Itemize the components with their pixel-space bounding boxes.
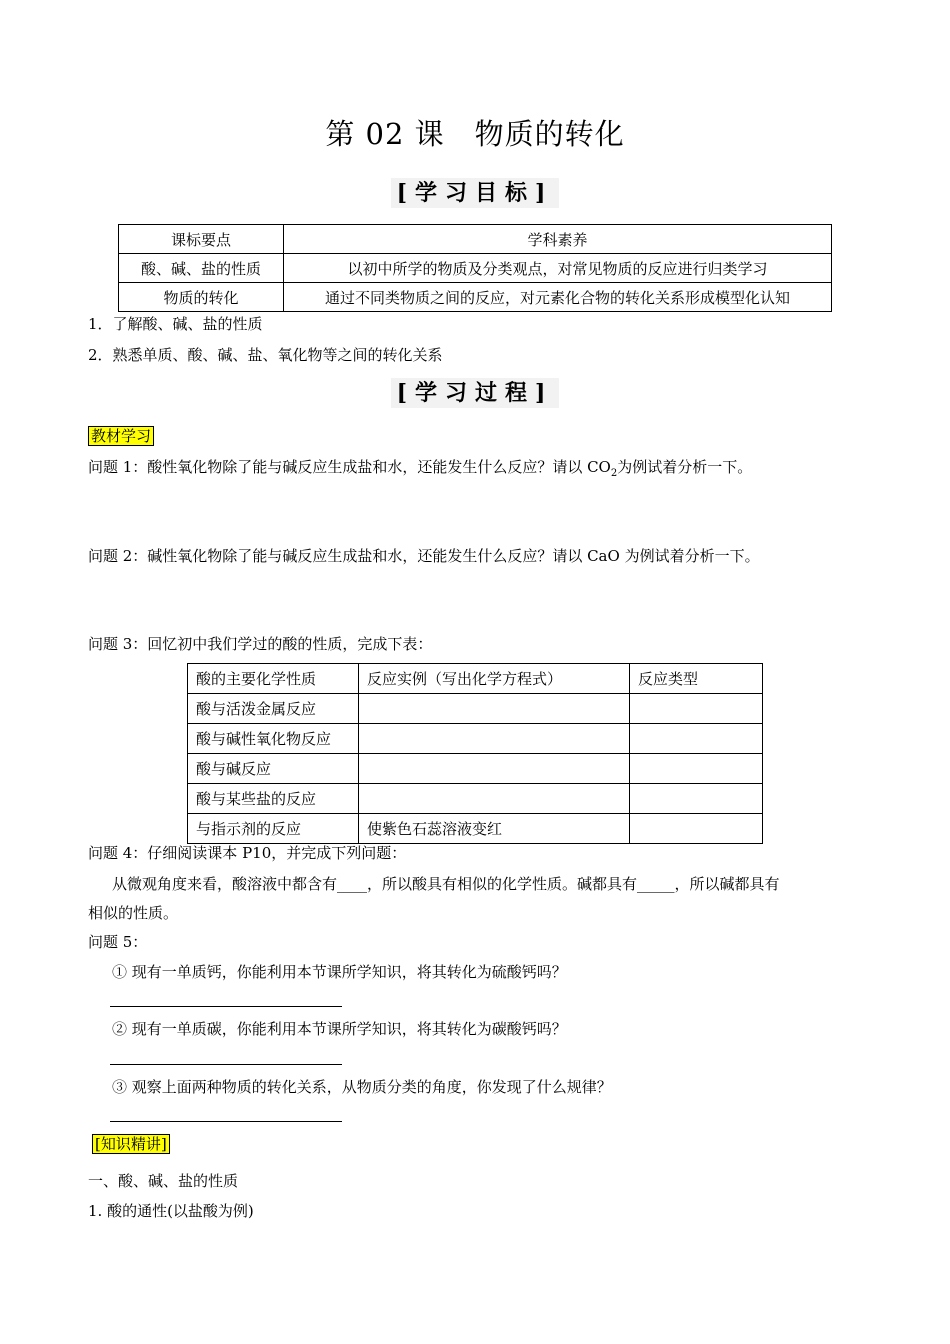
acid-col-header: 酸的主要化学性质 [188, 664, 359, 694]
acid-col-header: 反应实例（写出化学方程式） [359, 664, 630, 694]
acid-example-cell[interactable] [359, 694, 630, 724]
acid-type-cell[interactable] [630, 724, 763, 754]
goal-table [118, 224, 832, 312]
goal-literacy: 通过不同类物质之间的反应，对元素化合物的转化关系形成模型化认知 [284, 283, 832, 312]
page-title: 第 02 课 物质的转化 [325, 117, 625, 151]
acid-property: 酸与活泼金属反应 [188, 694, 359, 724]
acid-example-cell[interactable] [359, 724, 630, 754]
acid-type-cell[interactable] [630, 694, 763, 724]
acid-property: 酸与碱反应 [188, 754, 359, 784]
question-4-text: 相似的性质。 [88, 904, 179, 922]
acid-property: 酸与某些盐的反应 [188, 784, 359, 814]
goals-header: [学习目标] [0, 176, 950, 207]
acid-property: 与指示剂的反应 [188, 814, 359, 844]
table-row [188, 694, 763, 724]
objective-item: 2．熟悉单质、酸、碱、盐、氧化物等之间的转化关系 [88, 346, 443, 364]
acid-example-cell[interactable] [359, 754, 630, 784]
question-4: 问题 4：仔细阅读课本 P10，并完成下列问题： [88, 844, 407, 862]
answer-line[interactable] [110, 1006, 342, 1007]
answer-line[interactable] [110, 1064, 342, 1065]
question-2: 问题 2：碱性氧化物除了能与碱反应生成盐和水，还能发生什么反应？请以 CaO 为例试着分析一下。 [88, 547, 760, 565]
textbook-tag: 教材学习 [88, 426, 154, 446]
goal-col-header: 学科素养 [284, 225, 832, 254]
goal-col-header: 课标要点 [119, 225, 284, 254]
acid-type-cell[interactable] [630, 814, 763, 844]
table-row [188, 814, 763, 844]
question-4-text: 从微观角度来看，酸溶液中都含有____，所以酸具有相似的化学性质。碱都具有_____，所以碱都具有 [112, 875, 780, 893]
table-row [119, 283, 832, 312]
objective-item: 1．了解酸、碱、盐的性质 [88, 315, 263, 333]
acid-property: 酸与碱性氧化物反应 [188, 724, 359, 754]
question-5-item: ③ 观察上面两种物质的转化关系，从物质分类的角度，你发现了什么规律？ [112, 1078, 612, 1096]
acid-type-cell[interactable] [630, 784, 763, 814]
table-row [119, 254, 832, 283]
acid-example-cell[interactable]: 使紫色石蕊溶液变红 [359, 814, 630, 844]
question-5-item: ① 现有一单质钙，你能利用本节课所学知识，将其转化为硫酸钙吗？ [112, 963, 567, 981]
table-row [188, 784, 763, 814]
table-row [188, 724, 763, 754]
question-5-item: ② 现有一单质碳，你能利用本节课所学知识，将其转化为碳酸钙吗？ [112, 1020, 567, 1038]
answer-line[interactable] [110, 1121, 342, 1122]
goal-point: 酸、碱、盐的性质 [119, 254, 284, 283]
section-heading: 一、酸、碱、盐的性质 [88, 1172, 239, 1190]
knowledge-tag: [知识精讲] [92, 1134, 170, 1154]
subsection-heading: 1. 酸的通性(以盐酸为例) [88, 1202, 254, 1220]
goal-literacy: 以初中所学的物质及分类观点，对常见物质的反应进行归类学习 [284, 254, 832, 283]
acid-col-header: 反应类型 [630, 664, 763, 694]
question-3: 问题 3：回忆初中我们学过的酸的性质，完成下表： [88, 635, 433, 653]
acid-example-cell[interactable] [359, 784, 630, 814]
table-row [188, 754, 763, 784]
acid-type-cell[interactable] [630, 754, 763, 784]
question-5: 问题 5： [88, 933, 148, 951]
process-header: [学习过程] [0, 376, 950, 407]
question-1: 问题 1：酸性氧化物除了能与碱反应生成盐和水，还能发生什么反应？请以 $CO_2$为例试着分析一下。 [88, 458, 753, 479]
goal-point: 物质的转化 [119, 283, 284, 312]
acid-properties-table [187, 663, 763, 844]
